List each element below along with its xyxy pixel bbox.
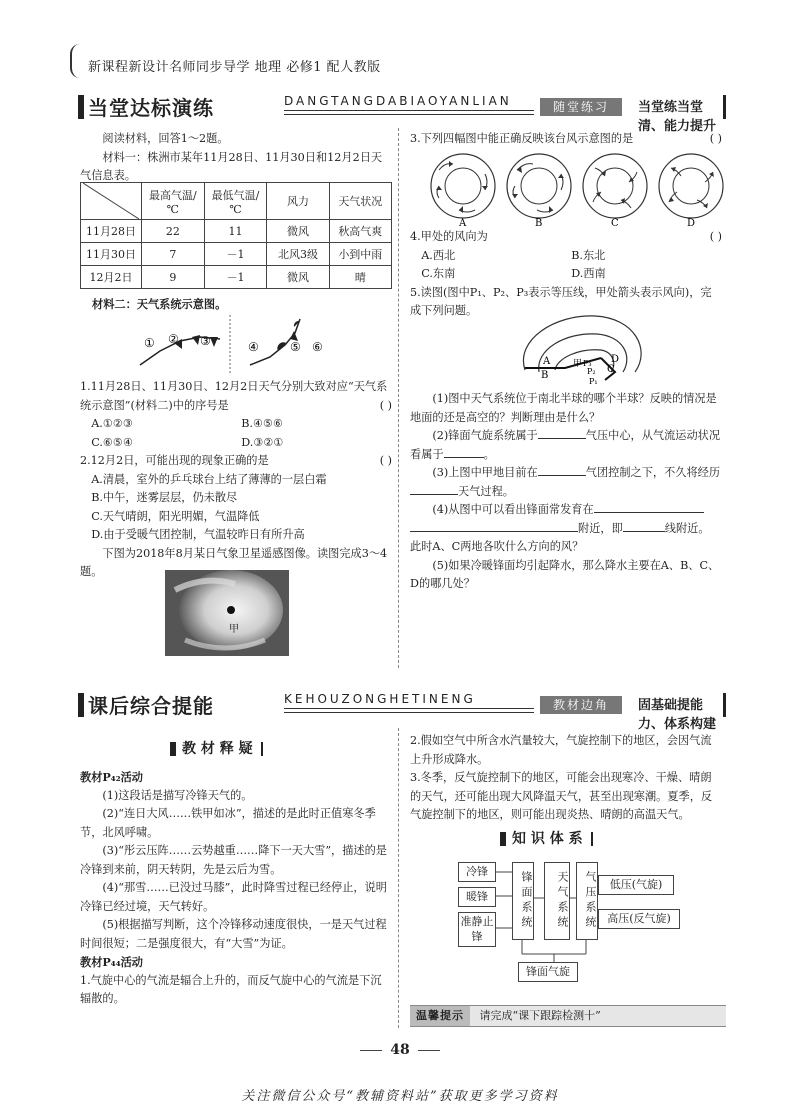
table-corner bbox=[81, 183, 142, 220]
table-cell: 北风3级 bbox=[267, 243, 329, 266]
section-slogan: 固基础提能力、体系构建 bbox=[638, 698, 717, 732]
knowledge-diagram bbox=[450, 858, 710, 988]
banner-mark bbox=[78, 95, 84, 119]
frontal-cyclone-figure bbox=[505, 310, 655, 388]
heading-text: 教 材 释 疑 bbox=[182, 741, 253, 757]
option-c: C.天气晴朗，阳光明媚，气温降低 bbox=[91, 509, 260, 523]
jia-label: 甲 bbox=[229, 624, 239, 635]
answer-item: (4)“那雪……已没过马膝”，此时降雪过程已经停止，说明冷锋已经过境，天气转好。 bbox=[80, 881, 387, 913]
table-row bbox=[81, 220, 392, 243]
satellite-image bbox=[165, 570, 289, 656]
heading-end-mark bbox=[591, 832, 593, 846]
section-pinyin: KEHOUZONGHETINENG bbox=[284, 692, 476, 706]
running-header: 新课程新设计名师同步导学 地理 必修1 配人教版 bbox=[88, 60, 381, 75]
banner-rule bbox=[284, 110, 534, 111]
banner-rule bbox=[284, 712, 534, 713]
front-semicircle bbox=[277, 342, 286, 351]
answer-paren: ( ) bbox=[709, 132, 722, 145]
table-cell: 11 bbox=[204, 220, 267, 243]
tip-label: 温馨提示 bbox=[410, 1006, 470, 1026]
node-stationary-front: 准静止锋 bbox=[458, 912, 496, 947]
question-3-4-intro: 下图为2018年8月某日气象卫星遥感图像。读图完成3～4题。 bbox=[80, 546, 388, 578]
option-b: B.东北 bbox=[571, 248, 606, 262]
header-brace bbox=[70, 44, 86, 78]
option-a: A.①②③ bbox=[91, 417, 133, 430]
diagonal-line bbox=[83, 183, 139, 219]
node-high-pressure: 高压(反气旋) bbox=[598, 909, 680, 929]
table-cell: 12月2日 bbox=[81, 266, 142, 289]
banner-end-mark bbox=[723, 95, 726, 119]
column-divider bbox=[398, 728, 399, 1028]
option-c: C.东南 bbox=[421, 267, 456, 280]
answer-item: 3.冬季，反气旋控制下的地区，可能会出现寒冷、干燥、晴朗的天气，还可能出现大风降温天气，甚至出现寒潮。夏季，反气旋控制下的地区，则可能出现炎热、晴朗的高温天气。 bbox=[410, 771, 713, 821]
section-tag: 教材边角 bbox=[540, 696, 622, 714]
option-c: C.⑥⑤④ bbox=[91, 435, 133, 449]
text: (3)上图中甲地目前在 bbox=[432, 466, 538, 479]
symbol-label: ④ bbox=[248, 340, 259, 354]
text: 附近，即 bbox=[578, 521, 623, 535]
answer-blank[interactable] bbox=[623, 531, 665, 532]
heading-mark bbox=[500, 832, 506, 846]
option-a: A.清晨，室外的乒乓球台上结了薄薄的一层白霜 bbox=[91, 472, 327, 486]
footer-note: 关注微信公众号“教辅资料站”获取更多学习资料 bbox=[241, 1089, 559, 1104]
option-d: D.西南 bbox=[571, 267, 606, 280]
label-p2: P₂ bbox=[587, 367, 596, 376]
material-two: 材料二：天气系统示意图。 bbox=[92, 297, 227, 311]
left-column bbox=[80, 130, 390, 186]
text: 气团控制之下，不久将经历 bbox=[585, 466, 721, 479]
table-cell: －1 bbox=[204, 266, 267, 289]
table-row bbox=[81, 266, 392, 289]
point-a: A bbox=[543, 356, 551, 367]
heading-text: 知 识 体 系 bbox=[512, 831, 583, 847]
text: 气压中心，从气流运动状况看属于 bbox=[410, 429, 721, 461]
text: 。 bbox=[483, 447, 495, 461]
question-text: 4.甲处的风向为 bbox=[410, 230, 488, 243]
table-cell: 微风 bbox=[267, 266, 329, 289]
typhoon-option-d bbox=[659, 154, 723, 228]
table-cell: 晴 bbox=[329, 266, 391, 289]
node-warm-front: 暖锋 bbox=[458, 887, 496, 907]
table-cell: －1 bbox=[204, 243, 267, 266]
table-cell: 7 bbox=[142, 243, 205, 266]
weather-symbols-figure bbox=[130, 315, 340, 375]
label-p3: P₃ bbox=[583, 359, 592, 368]
section-pinyin: DANGTANGDABIAOYANLIAN bbox=[284, 94, 512, 108]
option-label: C bbox=[611, 218, 619, 228]
page-rule bbox=[418, 1050, 440, 1051]
answer-blank[interactable] bbox=[538, 438, 586, 439]
sub-question-5: (5)如果冷暖锋面均引起降水，那么降水主要在A、B、C、D的哪几处？ bbox=[410, 558, 720, 590]
page-number-area bbox=[0, 1042, 800, 1058]
answer-item: (1)这段话是描写冷锋天气的。 bbox=[102, 788, 253, 802]
node-frontal-cyclone: 锋面气旋 bbox=[518, 962, 578, 982]
textbook-heading bbox=[170, 738, 263, 758]
section-title: 课后综合提能 bbox=[88, 694, 214, 718]
tip-text: 请完成“课下跟踪检测十” bbox=[479, 1009, 601, 1022]
node-low-pressure: 低压(气旋) bbox=[598, 875, 674, 895]
typhoon-option-a bbox=[431, 154, 495, 228]
question-text: 1.11月28日、11月30日、12月2日天气分别大致对应“天气系统示意图”(材料二)中的序号是 bbox=[80, 380, 388, 412]
option-d: D.由于受暖气团控制，气温较昨日有所升高 bbox=[91, 528, 305, 541]
question-4-5 bbox=[410, 228, 722, 321]
text: (4)从图中可以看出锋面常发育在 bbox=[432, 503, 594, 516]
sub-question-1: (1)图中天气系统位于南北半球的哪个半球？反映的情况是地面的还是高空的？判断理由是什么？ bbox=[410, 392, 717, 424]
question-5-subparts bbox=[410, 390, 722, 594]
label-p1: P₁ bbox=[589, 377, 598, 386]
banner-rule bbox=[284, 708, 534, 709]
typhoon-eye bbox=[227, 606, 235, 614]
node-front-system: 锋面系统 bbox=[512, 862, 534, 940]
table-row bbox=[81, 243, 392, 266]
question-2 bbox=[80, 452, 392, 471]
activity-label: 教材P₄₂活动 bbox=[80, 770, 143, 784]
table-cell: 11月28日 bbox=[81, 220, 142, 243]
option-label: D bbox=[687, 218, 696, 228]
answer-blank[interactable] bbox=[594, 512, 704, 513]
table-header: 风力 bbox=[267, 183, 329, 220]
table-header: 最高气温/℃ bbox=[142, 183, 205, 220]
symbol-label: ③ bbox=[200, 334, 211, 348]
option-label: A bbox=[459, 218, 467, 228]
banner-mark bbox=[78, 693, 84, 717]
answer-paren: ( ) bbox=[379, 398, 392, 412]
answer-blank[interactable] bbox=[410, 494, 458, 495]
option-label: B bbox=[535, 218, 543, 228]
point-c: C bbox=[607, 364, 615, 375]
questions-1-2 bbox=[80, 378, 392, 582]
question-text: 3.下列四幅图中能正确反映该台风示意图的是 bbox=[410, 132, 634, 145]
symbol-label: ② bbox=[168, 332, 179, 346]
textbook-answers bbox=[80, 768, 392, 1009]
typhoon-option-c bbox=[583, 154, 647, 228]
sub-question-3 bbox=[410, 464, 722, 501]
answer-paren: ( ) bbox=[379, 454, 392, 467]
banner-rule bbox=[284, 114, 534, 115]
table-header: 天气状况 bbox=[329, 183, 391, 220]
table-cell: 小到中雨 bbox=[329, 243, 391, 266]
answer-blank[interactable] bbox=[444, 457, 484, 458]
node-weather-system: 天气系统 bbox=[544, 862, 570, 940]
answer-paren: ( ) bbox=[709, 230, 722, 243]
section-title: 当堂达标演练 bbox=[88, 96, 214, 120]
material-one: 材料一：株洲市某年11月28日、11月30日和12月2日天气信息表。 bbox=[80, 150, 383, 182]
page-rule bbox=[360, 1050, 382, 1051]
table-cell: 秋高气爽 bbox=[329, 220, 391, 243]
table-cell: 9 bbox=[142, 266, 205, 289]
section-banner-practice bbox=[78, 92, 726, 134]
question-4 bbox=[410, 228, 722, 247]
option-b: B.④⑤⑥ bbox=[241, 417, 284, 430]
point-d: D bbox=[611, 354, 620, 365]
tip-box bbox=[410, 1005, 726, 1027]
heading-mark bbox=[170, 742, 176, 756]
section-tag: 随堂练习 bbox=[540, 98, 622, 116]
table-cell: 22 bbox=[142, 220, 205, 243]
node-pressure-system: 气压系统 bbox=[576, 862, 598, 940]
page-number: 48 bbox=[390, 1042, 410, 1058]
table-cell: 11月30日 bbox=[81, 243, 142, 266]
symbol-label: ⑤ bbox=[290, 340, 301, 354]
answer-item: (5)根据描写判断，这个冷锋移动速度很快，一是天气过程时间很短；二是强度很大，有“大雪”为证。 bbox=[80, 918, 387, 950]
question-1 bbox=[80, 378, 392, 415]
answer-item: 1.气旋中心的气流是辐合上升的，而反气旋中心的气流是下沉辐散的。 bbox=[80, 973, 382, 1005]
table-header: 最低气温/℃ bbox=[204, 183, 267, 220]
text: (2)锋面气旋系统属于 bbox=[432, 429, 538, 442]
typhoon-cloud bbox=[165, 570, 289, 656]
front-triangle bbox=[210, 337, 218, 347]
section-slogan: 当堂练当堂清、能力提升 bbox=[638, 100, 717, 134]
question-5: 5.读图(图中P₁、P₂、P₃表示等压线，甲处箭头表示风向)，完成下列问题。 bbox=[410, 285, 712, 317]
question-3 bbox=[410, 130, 722, 149]
text: 线附近。 bbox=[664, 521, 710, 535]
symbol-label: ⑥ bbox=[312, 340, 323, 354]
sub-question-4-cont: 此时A、C两地各吹什么方向的风？ bbox=[410, 540, 584, 553]
reading-intro: 阅读材料，回答1～2题。 bbox=[102, 132, 229, 145]
column-divider bbox=[398, 128, 399, 668]
node-cold-front: 冷锋 bbox=[458, 862, 496, 882]
option-d: D.③②① bbox=[241, 435, 284, 449]
banner-end-mark bbox=[723, 693, 726, 717]
question-text: 2.12月2日，可能出现的现象正确的是 bbox=[80, 454, 269, 467]
typhoon-options-figure bbox=[425, 150, 725, 228]
text: 天气过程。 bbox=[458, 484, 514, 498]
answer-blank[interactable] bbox=[538, 475, 586, 476]
option-a: A.西北 bbox=[421, 248, 456, 262]
heading-end-mark bbox=[261, 742, 263, 756]
option-b: B.中午，迷雾层层，仍未散尽 bbox=[91, 491, 238, 504]
typhoon-option-b bbox=[507, 154, 571, 228]
front-triangle bbox=[192, 335, 200, 345]
answer-item: (3)“彤云压阵……云势越重……降下一天大雪”，描述的是冷锋到来前，阴天转阴，先是云后为雪。 bbox=[80, 844, 387, 876]
answer-blank[interactable] bbox=[410, 531, 578, 532]
sub-question-2 bbox=[410, 427, 722, 464]
answer-item: (2)“连日大风……铁甲如冰”，描述的是此时正值寒冬季节，北风呼啸。 bbox=[80, 807, 376, 839]
sub-question-4 bbox=[410, 501, 722, 538]
symbol-label: ① bbox=[144, 336, 155, 350]
textbook-answers-cont bbox=[410, 732, 722, 825]
answer-item: 2.假如空气中所含水汽量较大，气旋控制下的地区，会因气流上升形成降水。 bbox=[410, 734, 712, 766]
section-banner-review bbox=[78, 690, 726, 732]
table-cell: 微风 bbox=[267, 220, 329, 243]
jia-label: 甲 bbox=[573, 359, 583, 369]
knowledge-heading bbox=[500, 828, 593, 848]
activity-label: 教材P₄₄活动 bbox=[80, 955, 143, 969]
weather-table bbox=[80, 182, 392, 289]
point-b: B bbox=[541, 370, 549, 381]
